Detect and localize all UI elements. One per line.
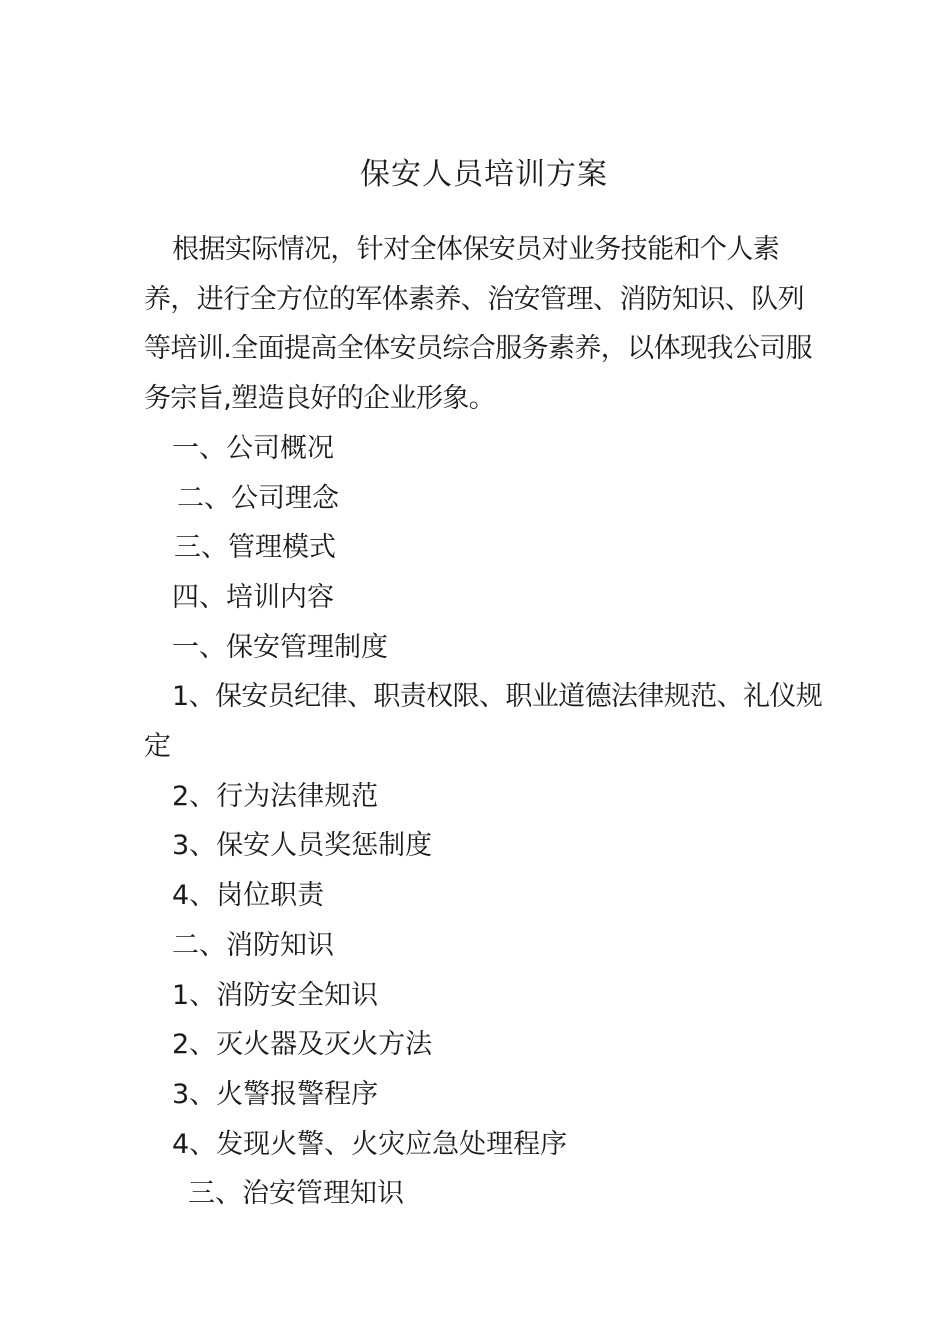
- part2-item-4: 4、发现火警、火灾应急处理程序: [172, 1128, 568, 1160]
- part2-item-3: 3、火警报警程序: [172, 1078, 379, 1110]
- overview-item-management-mode: 三、管理模式: [174, 532, 336, 564]
- part3-heading: 三、治安管理知识: [188, 1178, 404, 1210]
- part1-heading: 一、保安管理制度: [172, 631, 388, 663]
- overview-item-training-content: 四、培训内容: [172, 581, 334, 613]
- document-body: [144, 225, 824, 1219]
- overview-item-company-profile: 一、公司概况: [172, 432, 334, 464]
- part1-item-2: 2、行为法律规范: [172, 780, 379, 812]
- overview-item-company-philosophy: 二、公司理念: [177, 482, 339, 514]
- part1-item-3: 3、保安人员奖惩制度: [172, 830, 433, 862]
- part2-heading: 二、消防知识: [172, 929, 334, 961]
- part1-item-4: 4、岗位职责: [172, 880, 325, 912]
- part2-item-1: 1、消防安全知识: [172, 979, 379, 1011]
- part2-item-2: 2、灭火器及灭火方法: [172, 1029, 433, 1061]
- document-title: 保安人员培训方案: [360, 157, 608, 192]
- intro-paragraph: 根据实际情况，针对全体保安员对业务技能和个人素养，进行全方位的军体素养、治安管理、消防知识、队列等培训.全面提高全体安员综合服务素养，以体现我公司服务宗旨,塑造良好的企业形象。: [144, 234, 812, 415]
- part1-item-1: 1、保安员纪律、职责权限、职业道德法律规范、礼仪规定: [144, 681, 823, 763]
